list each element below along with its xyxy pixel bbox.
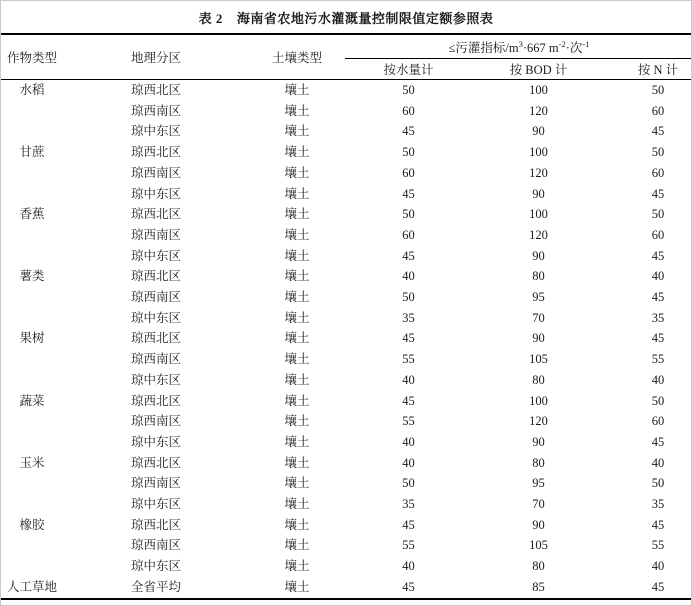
crop-cell [1, 308, 63, 329]
water-value-cell: 45 [402, 517, 415, 532]
table-row [1, 101, 692, 122]
zone-cell: 琼西南区 [130, 476, 181, 491]
table-row [1, 121, 692, 142]
soil-cell: 壤土 [284, 310, 310, 325]
bod-value-cell: 80 [532, 372, 545, 387]
table-row [1, 453, 692, 474]
n-value-cell: 45 [651, 331, 665, 346]
crop-cell: 薯类 [19, 269, 45, 284]
table-caption [1, 1, 691, 31]
bod-value-cell: 100 [529, 83, 548, 97]
soil-cell: 壤土 [284, 186, 310, 201]
col-header-crop-type: 作物类型 [1, 34, 63, 80]
table-row [1, 328, 692, 349]
water-value-cell: 45 [402, 248, 415, 263]
bod-value-cell: 90 [532, 186, 545, 201]
zone-cell: 琼西北区 [130, 517, 181, 532]
n-value-cell: 50 [651, 476, 665, 491]
soil-cell: 壤土 [284, 83, 310, 97]
zone-cell: 琼西南区 [130, 103, 181, 118]
crop-cell [1, 473, 63, 494]
crop-cell: 蔬菜 [19, 393, 45, 408]
water-value-cell: 50 [402, 83, 415, 97]
zone-cell: 琼中东区 [130, 248, 181, 263]
bod-value-cell: 95 [532, 476, 545, 491]
table-row [1, 577, 692, 599]
bod-value-cell: 95 [532, 290, 545, 305]
n-value-cell: 40 [651, 269, 665, 284]
n-value-cell: 50 [651, 145, 665, 160]
water-value-cell: 45 [402, 393, 415, 408]
table-row [1, 225, 692, 246]
crop-cell [1, 349, 63, 370]
soil-cell: 壤土 [284, 579, 310, 594]
table-row [1, 535, 692, 556]
table-row [1, 349, 692, 370]
table-row [1, 308, 692, 329]
soil-cell: 壤土 [284, 103, 310, 118]
bod-value-cell: 70 [532, 310, 545, 325]
water-value-cell: 60 [402, 165, 415, 180]
bod-value-cell: 90 [532, 517, 545, 532]
soil-cell: 壤土 [284, 124, 310, 139]
col-header-by-bod: 按 BOD 计 [472, 59, 605, 80]
unit-text-part: ≤污灌指标/m [448, 40, 519, 55]
n-value-cell: 60 [651, 414, 665, 429]
quota-table [1, 33, 692, 600]
soil-cell: 壤土 [284, 207, 310, 222]
zone-cell: 琼中东区 [130, 497, 181, 512]
table-row [1, 370, 692, 391]
water-value-cell: 40 [402, 455, 415, 470]
zone-cell: 琼西南区 [130, 165, 181, 180]
crop-cell [1, 184, 63, 205]
water-value-cell: 60 [402, 227, 415, 242]
table-row [1, 184, 692, 205]
bod-value-cell: 85 [532, 579, 545, 594]
water-value-cell: 35 [402, 497, 415, 512]
table-row [1, 266, 692, 287]
zone-cell: 琼西南区 [130, 352, 181, 367]
crop-cell [1, 411, 63, 432]
table-row [1, 80, 692, 101]
bod-value-cell: 80 [532, 559, 545, 574]
soil-cell: 壤土 [284, 290, 310, 305]
water-value-cell: 50 [402, 207, 415, 222]
unit-text-part: ·667 m [522, 40, 559, 55]
zone-cell: 琼西北区 [130, 393, 181, 408]
soil-cell: 壤土 [284, 434, 310, 449]
n-value-cell: 45 [651, 517, 665, 532]
soil-cell: 壤土 [284, 497, 310, 512]
bod-value-cell: 90 [532, 248, 545, 263]
bod-value-cell: 120 [529, 103, 548, 118]
n-value-cell: 60 [651, 227, 665, 242]
n-value-cell: 60 [651, 165, 665, 180]
zone-cell: 琼西北区 [130, 207, 181, 222]
crop-cell: 甘蔗 [19, 145, 45, 160]
crop-cell [1, 121, 63, 142]
bod-value-cell: 120 [529, 414, 548, 429]
water-value-cell: 55 [402, 414, 415, 429]
zone-cell: 琼中东区 [130, 124, 181, 139]
bod-value-cell: 100 [529, 145, 548, 160]
soil-cell: 壤土 [284, 455, 310, 470]
crop-cell [1, 246, 63, 267]
bod-value-cell: 90 [532, 124, 545, 139]
crop-cell: 玉米 [19, 455, 45, 470]
crop-cell: 香蕉 [19, 207, 45, 222]
crop-cell [1, 494, 63, 515]
crop-cell [1, 556, 63, 577]
n-value-cell: 50 [651, 207, 665, 222]
bod-value-cell: 120 [529, 227, 548, 242]
soil-cell: 壤土 [284, 538, 310, 553]
soil-cell: 壤土 [284, 352, 310, 367]
water-value-cell: 45 [402, 186, 415, 201]
water-value-cell: 35 [402, 310, 415, 325]
table-row [1, 432, 692, 453]
col-header-by-n: 按 N 计 [605, 59, 692, 80]
table-row [1, 515, 692, 536]
bod-value-cell: 80 [532, 455, 545, 470]
soil-cell: 壤土 [284, 227, 310, 242]
soil-cell: 壤土 [284, 248, 310, 263]
zone-cell: 琼中东区 [130, 310, 181, 325]
crop-cell [1, 225, 63, 246]
bod-value-cell: 100 [529, 393, 548, 408]
water-value-cell: 45 [402, 331, 415, 346]
crop-cell [1, 535, 63, 556]
zone-cell: 琼西南区 [130, 290, 181, 305]
zone-cell: 琼西南区 [130, 227, 181, 242]
bod-value-cell: 70 [532, 497, 545, 512]
unit-superscript: 3 [518, 38, 523, 49]
crop-cell [1, 287, 63, 308]
table-row [1, 391, 692, 412]
crop-cell [1, 370, 63, 391]
n-value-cell: 45 [651, 434, 665, 449]
crop-cell: 果树 [19, 331, 45, 346]
bod-value-cell: 90 [532, 331, 545, 346]
zone-cell: 琼西北区 [130, 145, 181, 160]
soil-cell: 壤土 [284, 393, 310, 408]
table-row [1, 163, 692, 184]
unit-superscript: -2 [558, 38, 566, 49]
zone-cell: 琼中东区 [130, 186, 181, 201]
soil-cell: 壤土 [284, 414, 310, 429]
zone-cell: 琼西北区 [130, 269, 181, 284]
crop-cell: 橡胶 [19, 517, 45, 532]
zone-cell: 琼西南区 [130, 414, 181, 429]
table-row [1, 556, 692, 577]
soil-cell: 壤土 [284, 476, 310, 491]
unit-superscript: -1 [582, 38, 590, 49]
col-header-by-water: 按水量计 [345, 59, 472, 80]
water-value-cell: 50 [402, 145, 415, 160]
zone-cell: 琼西北区 [130, 83, 181, 97]
table-row [1, 411, 692, 432]
n-value-cell: 60 [651, 103, 665, 118]
n-value-cell: 45 [651, 124, 665, 139]
n-value-cell: 45 [651, 290, 665, 305]
water-value-cell: 55 [402, 352, 415, 367]
zone-cell: 琼西北区 [130, 455, 181, 470]
crop-cell [1, 432, 63, 453]
zone-cell: 琼西北区 [130, 331, 181, 346]
col-header-geographic-zone: 地理分区 [63, 34, 249, 80]
n-value-cell: 35 [651, 310, 665, 325]
bod-value-cell: 90 [532, 434, 545, 449]
zone-cell: 琼西南区 [130, 538, 181, 553]
table-row [1, 204, 692, 225]
col-group-header-irrigation-limit [345, 34, 692, 59]
zone-cell: 琼中东区 [130, 559, 181, 574]
water-value-cell: 40 [402, 434, 415, 449]
n-value-cell: 40 [651, 455, 665, 470]
table-body [1, 80, 692, 599]
table-number: 表 2 [198, 11, 223, 26]
zone-cell: 琼中东区 [130, 434, 181, 449]
n-value-cell: 50 [651, 393, 665, 408]
soil-cell: 壤土 [284, 165, 310, 180]
col-header-soil-type: 土壤类型 [249, 34, 345, 80]
bod-value-cell: 105 [529, 352, 548, 367]
water-value-cell: 55 [402, 538, 415, 553]
n-value-cell: 50 [651, 83, 665, 97]
unit-text-part: ·次 [565, 40, 583, 55]
soil-cell: 壤土 [284, 269, 310, 284]
water-value-cell: 50 [402, 290, 415, 305]
table-row [1, 142, 692, 163]
table-row [1, 494, 692, 515]
bod-value-cell: 80 [532, 269, 545, 284]
bod-value-cell: 100 [529, 207, 548, 222]
water-value-cell: 60 [402, 103, 415, 118]
water-value-cell: 50 [402, 476, 415, 491]
n-value-cell: 45 [651, 579, 665, 594]
n-value-cell: 55 [651, 352, 665, 367]
crop-cell: 水稻 [19, 83, 45, 97]
bod-value-cell: 105 [529, 538, 548, 553]
soil-cell: 壤土 [284, 517, 310, 532]
soil-cell: 壤土 [284, 372, 310, 387]
zone-cell: 全省平均 [130, 579, 181, 594]
n-value-cell: 45 [651, 186, 665, 201]
bod-value-cell: 120 [529, 165, 548, 180]
n-value-cell: 55 [651, 538, 665, 553]
table-row [1, 287, 692, 308]
crop-cell: 人工草地 [6, 579, 57, 594]
table-row [1, 246, 692, 267]
water-value-cell: 40 [402, 372, 415, 387]
water-value-cell: 45 [402, 124, 415, 139]
crop-cell [1, 101, 63, 122]
n-value-cell: 40 [651, 559, 665, 574]
crop-cell [1, 163, 63, 184]
table-row [1, 473, 692, 494]
water-value-cell: 45 [402, 579, 415, 594]
n-value-cell: 40 [651, 372, 665, 387]
soil-cell: 壤土 [284, 559, 310, 574]
table-title-text: 海南省农地污水灌溉量控制限值定额参照表 [236, 11, 494, 26]
water-value-cell: 40 [402, 559, 415, 574]
n-value-cell: 45 [651, 248, 665, 263]
n-value-cell: 35 [651, 497, 665, 512]
water-value-cell: 40 [402, 269, 415, 284]
soil-cell: 壤土 [284, 331, 310, 346]
soil-cell: 壤土 [284, 145, 310, 160]
zone-cell: 琼中东区 [130, 372, 181, 387]
